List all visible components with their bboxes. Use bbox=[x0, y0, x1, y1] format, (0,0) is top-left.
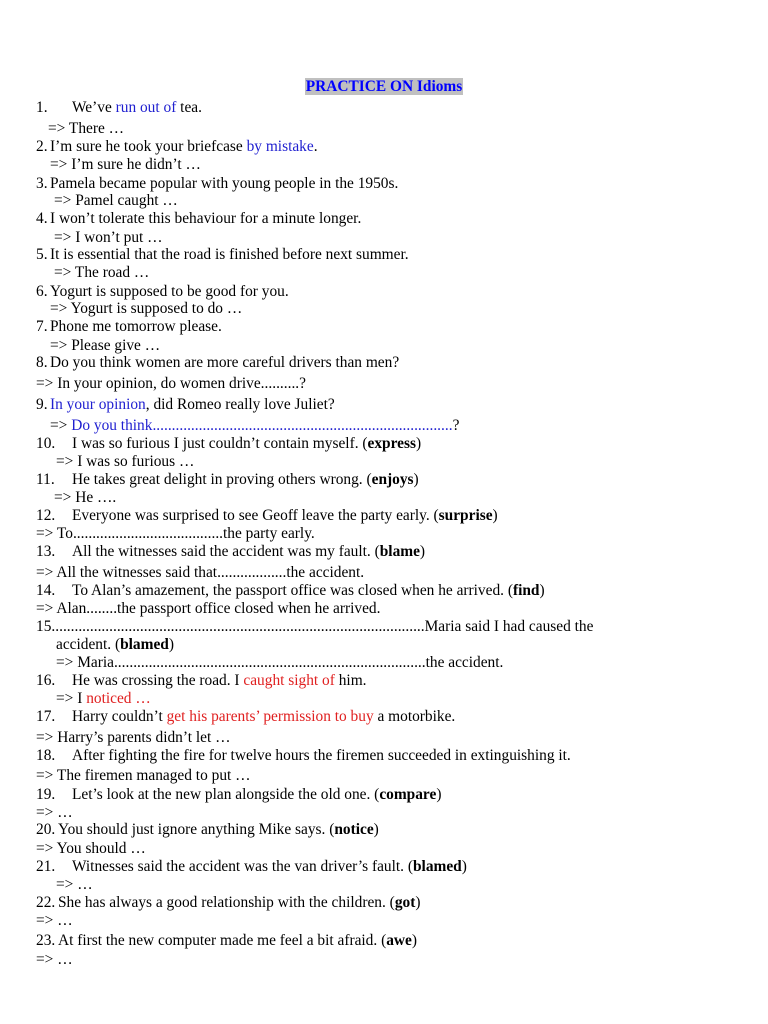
answer-5: => The road … bbox=[54, 264, 150, 281]
question-10: 10. I was so furious I just couldn’t contain myself. (express) bbox=[36, 435, 422, 452]
question-17: 17. Harry couldn’t get his parents’ permission to buy a motorbike. bbox=[36, 708, 456, 725]
page-title: PRACTICE ON Idioms bbox=[305, 78, 463, 95]
question-23: 23. At first the new computer made me feel a bit afraid. (awe) bbox=[36, 932, 417, 949]
question-9: 9. In your opinion, did Romeo really love Juliet? bbox=[36, 396, 335, 413]
answer-18: => The firemen managed to put … bbox=[36, 767, 251, 784]
question-3: 3. Pamela became popular with young people in the 1950s. bbox=[36, 175, 399, 192]
question-18: 18. After fighting the fire for twelve hours the firemen succeeded in extinguishing it. bbox=[36, 747, 571, 764]
answer-13: => All the witnesses said that..................the accident. bbox=[36, 564, 365, 581]
question-14: 14. To Alan’s amazement, the passport office was closed when he arrived. (find) bbox=[36, 582, 545, 599]
question-15-continued: accident. (blamed) bbox=[56, 636, 174, 653]
answer-10: => I was so furious … bbox=[56, 453, 195, 470]
question-16: 16. He was crossing the road. I caught sight of him. bbox=[36, 672, 367, 689]
answer-21: => … bbox=[56, 876, 93, 893]
answer-3: => Pamel caught … bbox=[54, 192, 178, 209]
answer-1: => There … bbox=[48, 120, 125, 137]
answer-2: => I’m sure he didn’t … bbox=[50, 156, 201, 173]
answer-7: => Please give … bbox=[50, 337, 161, 354]
answer-19: => … bbox=[36, 804, 73, 821]
question-20: 20. You should just ignore anything Mike says. (notice) bbox=[36, 821, 379, 838]
answer-12: => To.......................................the party early. bbox=[36, 525, 315, 542]
question-8: 8. Do you think women are more careful drivers than men? bbox=[36, 354, 400, 371]
question-7: 7. Phone me tomorrow please. bbox=[36, 318, 222, 335]
question-4: 4. I won’t tolerate this behaviour for a minute longer. bbox=[36, 210, 362, 227]
answer-16: => I noticed … bbox=[56, 690, 151, 707]
question-11: 11. He takes great delight in proving others wrong. (enjoys) bbox=[36, 471, 419, 488]
question-19: 19. Let’s look at the new plan alongside the old one. (compare) bbox=[36, 786, 442, 803]
question-1: 1. We’ve run out of tea. bbox=[36, 99, 202, 116]
question-2: 2. I’m sure he took your briefcase by mistake. bbox=[36, 138, 318, 155]
answer-17: => Harry’s parents didn’t let … bbox=[36, 729, 231, 746]
question-13: 13. All the witnesses said the accident was my fault. (blame) bbox=[36, 543, 426, 560]
answer-4: => I won’t put … bbox=[54, 229, 163, 246]
answer-15: => Maria.................................................................................the accident. bbox=[56, 654, 504, 671]
question-6: 6. Yogurt is supposed to be good for you. bbox=[36, 283, 289, 300]
question-12: 12. Everyone was surprised to see Geoff leave the party early. (surprise) bbox=[36, 507, 498, 524]
question-15: 15.................................................................................................Maria said I had caused the bbox=[36, 618, 594, 635]
question-22: 22. She has always a good relationship with the children. (got) bbox=[36, 894, 421, 911]
question-5: 5. It is essential that the road is finished before next summer. bbox=[36, 246, 409, 263]
answer-11: => He …. bbox=[54, 489, 117, 506]
answer-23: => … bbox=[36, 951, 73, 968]
answer-22: => … bbox=[36, 912, 73, 929]
answer-8: => In your opinion, do women drive..........? bbox=[36, 375, 306, 392]
question-21: 21. Witnesses said the accident was the van driver’s fault. (blamed) bbox=[36, 858, 467, 875]
answer-6: => Yogurt is supposed to do … bbox=[50, 300, 243, 317]
answer-14: => Alan........the passport office closed when he arrived. bbox=[36, 600, 381, 617]
answer-20: => You should … bbox=[36, 840, 146, 857]
answer-9: => Do you think..............................................................................? bbox=[50, 417, 460, 434]
